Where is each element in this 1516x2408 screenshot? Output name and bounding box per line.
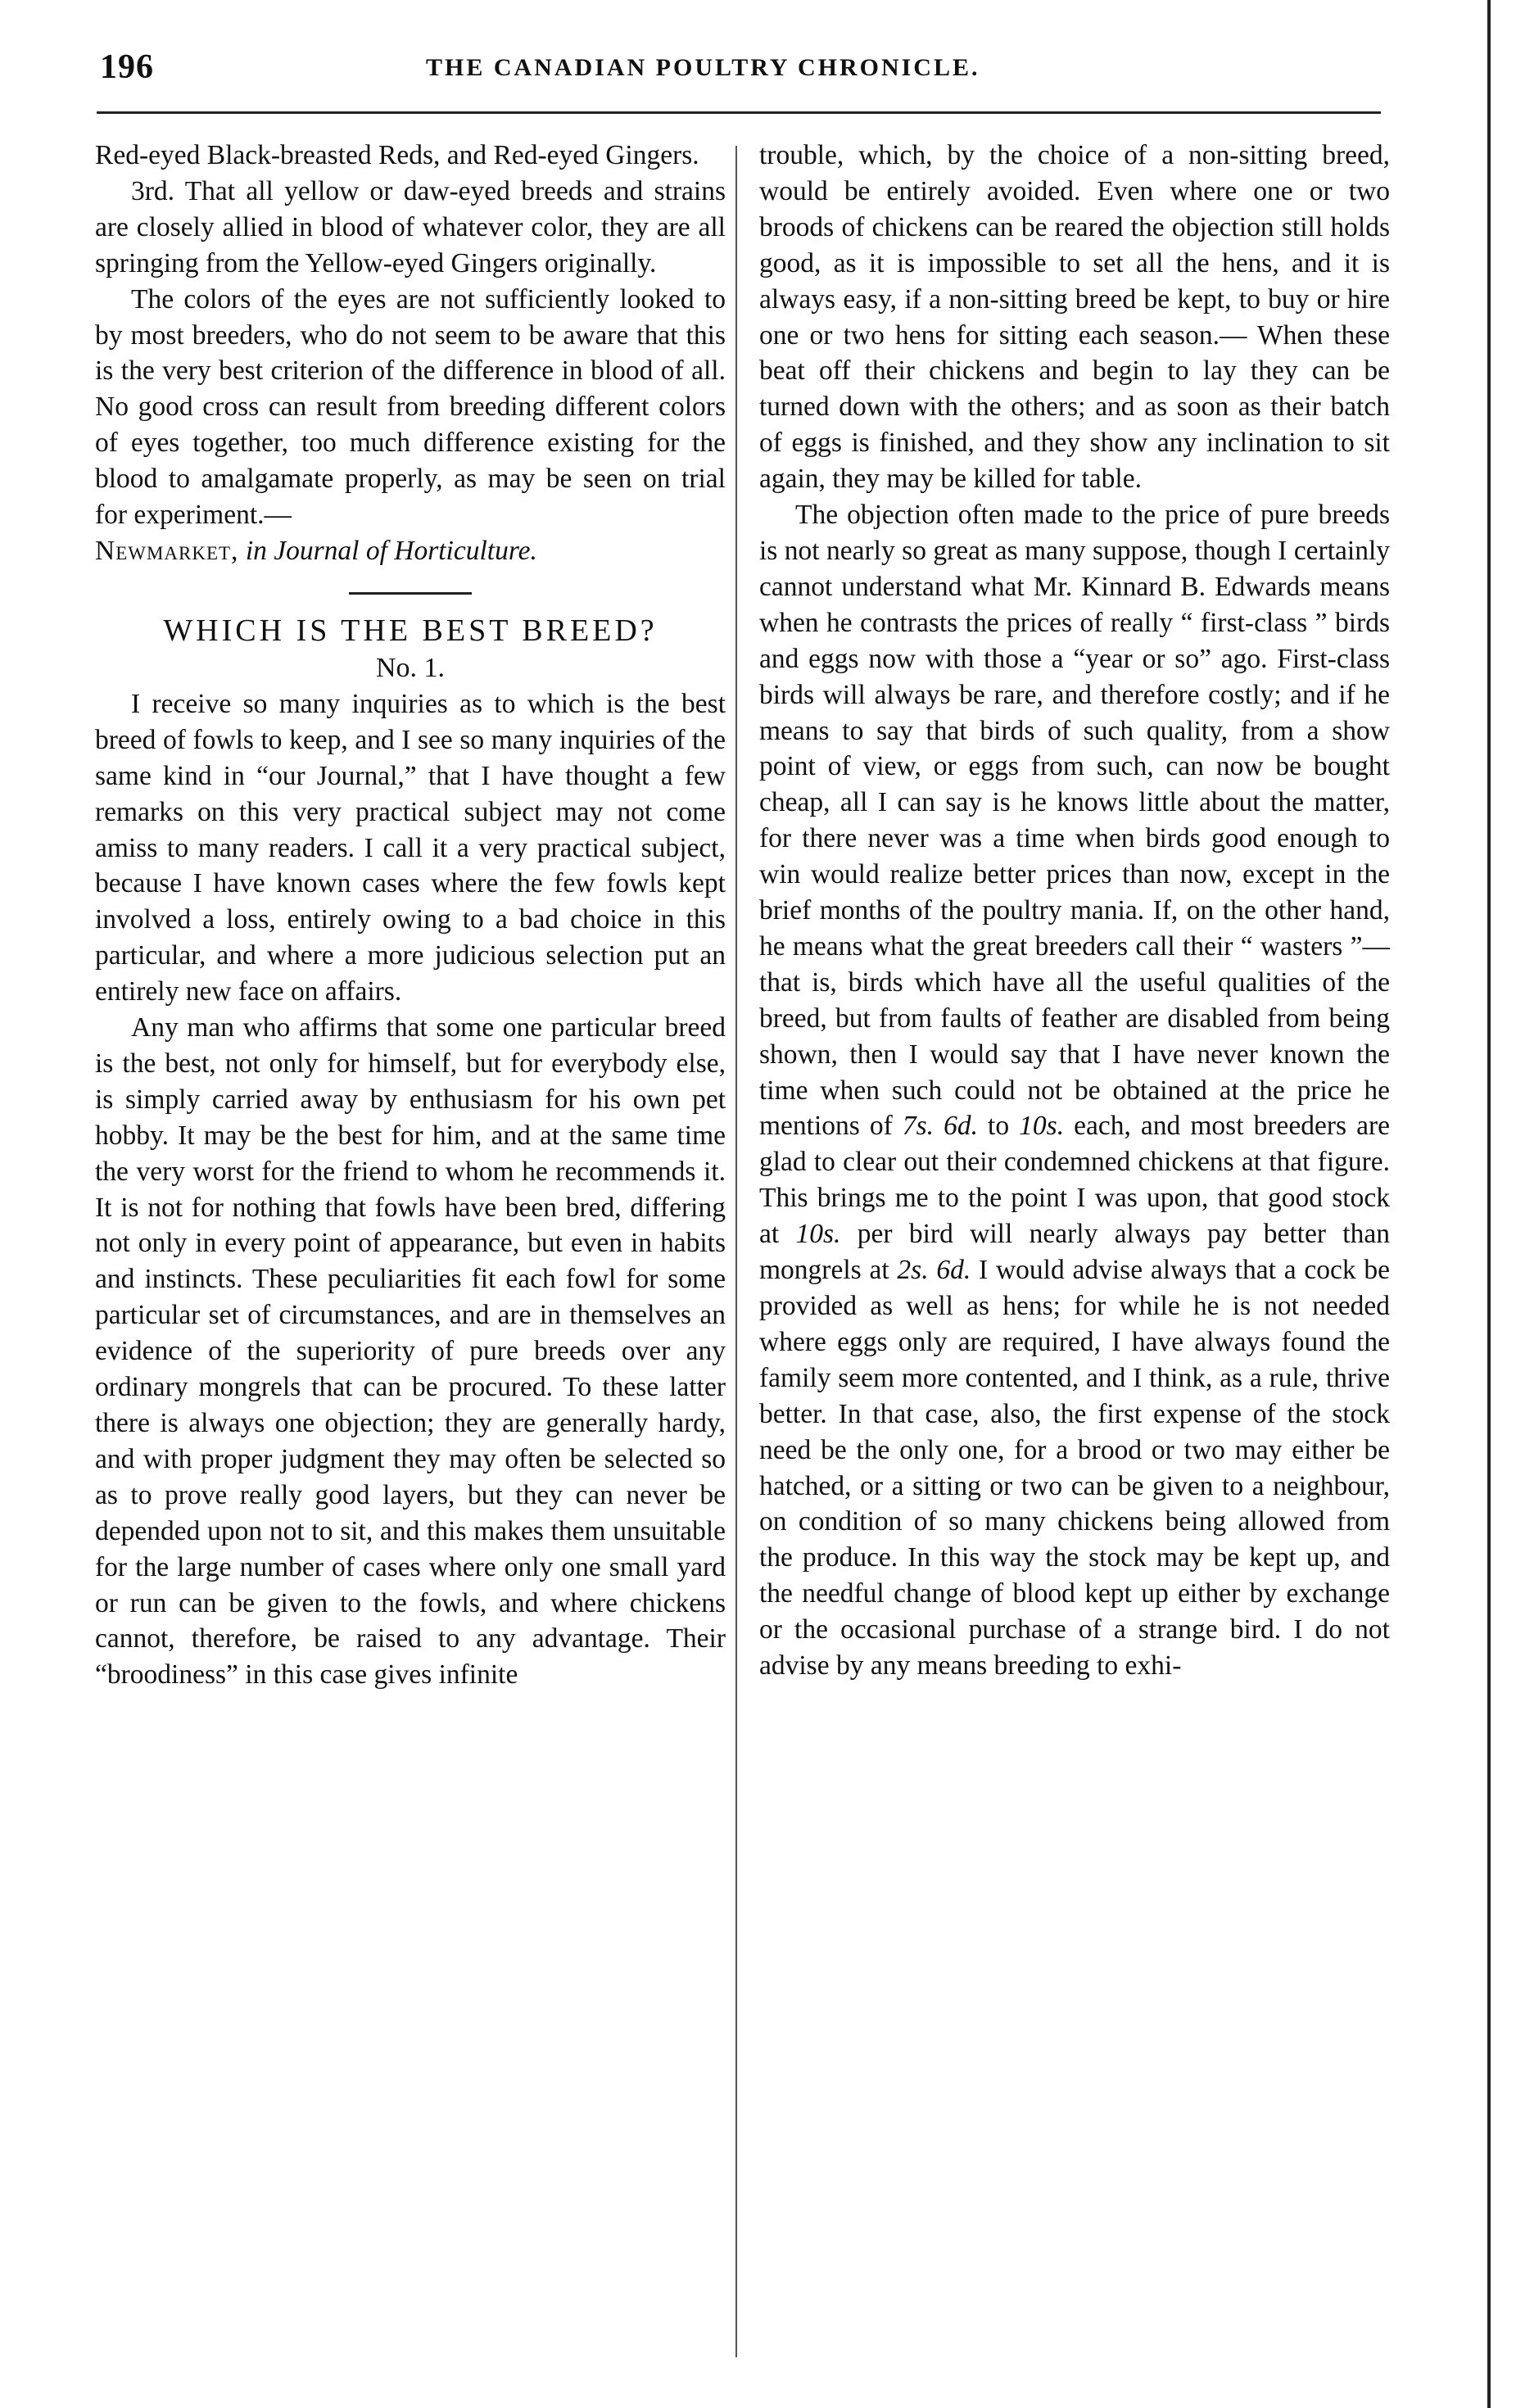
price-seven-six: 7s. 6d. — [902, 1111, 978, 1142]
price-paragraph-part-a: The objection often made to the price of pure breeds is not nearly so great as many suppose, though I certainly cannot understand what Mr. Kinnard B. Edwards means when he contrasts the prices of really “ first-class ” birds and eggs now with those a “year or so” ago. First-class birds will always be rare, and therefore costly; and if he means to say that birds of such quality, from a show point of view, or eggs from such, can now be bought cheap, all I can say is he knows little about the matter, for there never was a time when birds good enough to win would realize better prices than now, except in the brief months of the poultry mania. If, on the other hand, he means what the great breeders call their “ wasters ”—that is, birds which have all the useful qualities of the breed, but from faults of feather are disabled from being shown, then I would say that I have never known the time when such could not be obtained at the price he mentions of — [759, 500, 1390, 1142]
price-ten-shillings-stock: 10s. — [795, 1219, 841, 1250]
paragraph-trouble: trouble, which, by the choice of a non-sitting breed, would be entirely avoided. Even where one or two broods of chickens can be reared the objection still holds good, as it is impossible to set all the hens, and it is always easy, if a non-sitting breed be kept, to buy or hire one or two hens for sitting each season.— When these beat off their chickens and begin to lay they can be turned down with the others; and as soon as their batch of eggs is finished, and they show any inclination to sit again, they may be killed for table. — [759, 140, 1390, 495]
paragraph-third-point: 3rd. That all yellow or daw-eyed breeds and strains are closely allied in blood of whatever color, they are all springing from the Yellow-eyed Gingers originally. — [95, 175, 726, 278]
section-separator — [349, 592, 472, 595]
header-rule — [97, 111, 1381, 114]
price-paragraph-part-e: I would advise always that a cock be provided as well as hens; for while he is not needed where eggs only are required, I have always found the family seem more contented, and I think, as a rule, thrive better. In that case, also, the first expense of the stock need be the only one, for a brood or two may either be hatched, or a sitting or two can be given to a neighbour, on condition of so many chickens being allowed from the produce. In this way the stock may be kept up, and the needful change of blood kept up either by exchange or the occasional purchase of a strange bird. I do not advise by any means breeding to exhi- — [759, 1255, 1390, 1682]
price-two-six: 2s. 6d. — [897, 1255, 971, 1286]
page-edge-line — [1487, 0, 1491, 2408]
section-number: No. 1. — [375, 652, 446, 683]
page-number: 196 — [100, 48, 154, 86]
price-paragraph-part-d: per bird will nearly always pay better than mongrels at — [759, 1219, 1390, 1286]
price-ten-shillings: 10s. — [1019, 1111, 1065, 1142]
paragraph-any-man: Any man who affirms that some one particular breed is the best, not only for himself, but for everybody else, is simply carried away by enthusiasm for his own pet hobby. It may be the best for him, and at the same time the very worst for the friend to whom he recommends it. It is not for nothing that fowls have been bred, differing not only in every point of appearance, but even in habits and instincts. These peculiarities fit each fowl for some particular set of circumstances, and are in themselves an evidence of the superiority of pure breeds over any ordinary mongrels that can be procured. To these latter there is always one objection; they are generally hardy, and with proper judgment they may often be selected so as to prove really good layers, but they can never be depended upon not to sit, and this makes them unsuitable for the large number of cases where only one small yard or run can be given to the fowls, and where chickens cannot, therefore, be raised to any advantage. Their “broodiness” in this case gives infinite — [95, 1012, 726, 1691]
section-title: WHICH IS THE BEST BREED? — [163, 613, 658, 648]
left-column — [95, 138, 726, 1693]
price-paragraph-part-b: to — [977, 1111, 1020, 1142]
signature-source: in Journal of Horticulture. — [238, 535, 537, 566]
column-divider — [735, 146, 737, 2357]
signature-name: Newmarket, — [95, 535, 239, 566]
article-signature — [95, 533, 726, 569]
paragraph-eye-colors — [95, 282, 726, 533]
paragraph-objection-price — [759, 497, 1390, 1684]
paragraph-continued: Red-eyed Black-breasted Reds, and Red-eyed Gingers. — [95, 140, 699, 170]
paragraph-eye-colors-text: The colors of the eyes are not sufficiently looked to by most breeders, who do not seem to be aware that this is the very best criterion of the difference in blood of all. No good cross can result from breeding different colors of eyes together, too much difference existing for the blood to amalgamate properly, as may be seen on trial for experiment.— — [95, 283, 726, 531]
right-column — [759, 138, 1390, 1684]
paragraph-inquiries: I receive so many inquiries as to which is the best breed of fowls to keep, and I see so many inquiries of the same kind in “our Journal,” that I have thought a few remarks on this very practical subject may not come amiss to many readers. I call it a very practical subject, because I have known cases where the few fowls kept involved a loss, entirely owing to a bad choice in this particular, and where a more judicious selection put an entirely new face on affairs. — [95, 688, 726, 1007]
running-title: THE CANADIAN POULTRY CHRONICLE. — [426, 54, 980, 81]
price-paragraph-part-c: each, and most breeders are glad to clear out their condemned chickens at that figure. This brings me to the point I was upon, that good stock at — [759, 1111, 1390, 1250]
